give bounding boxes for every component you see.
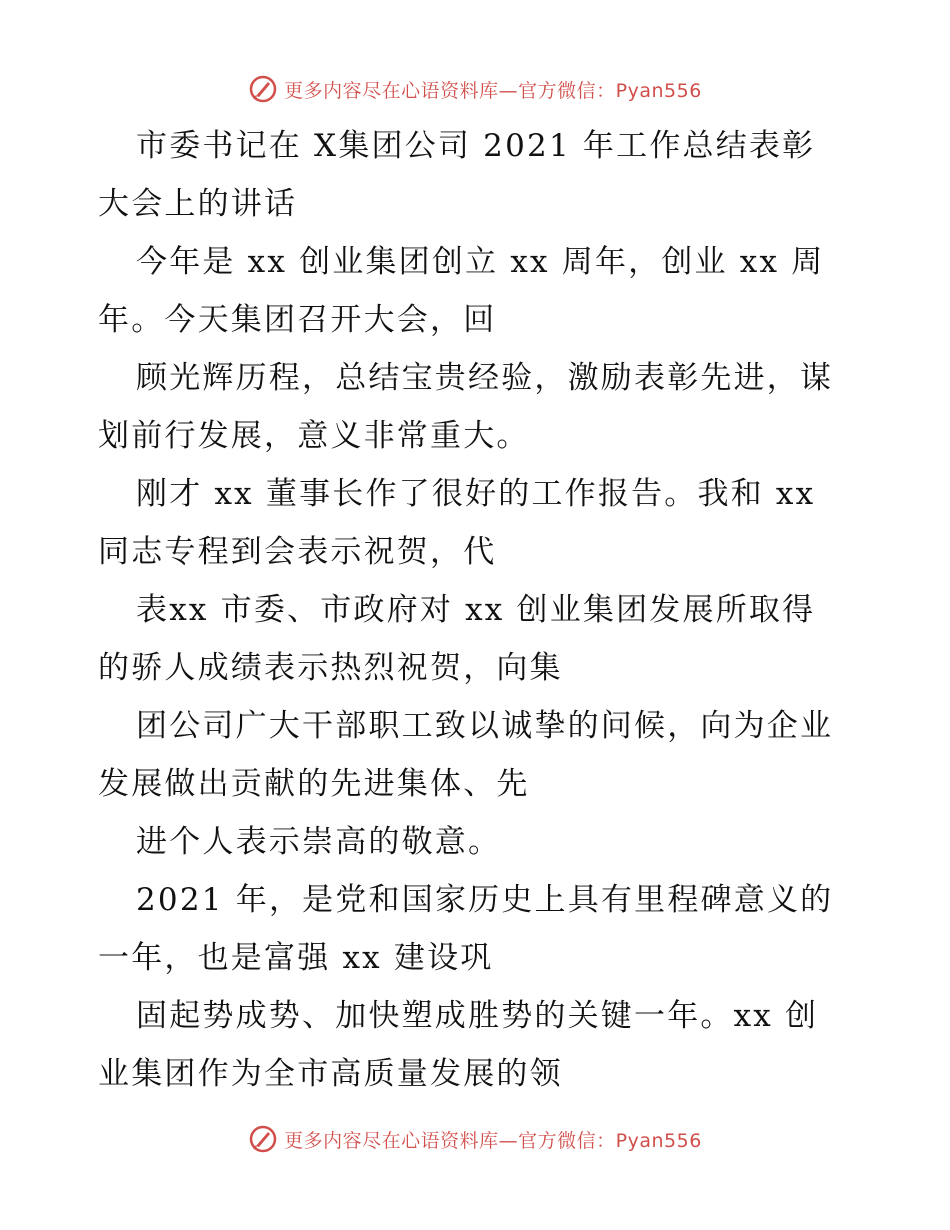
text-line: 划前行发展，意义非常重大。 (98, 418, 530, 454)
text-line: 市委书记在 X集团公司 2021 年工作总结表彰 (136, 128, 816, 164)
text-line: 表xx 市委、市政府对 xx 创业集团发展所取得 (136, 592, 816, 628)
text-line: 的骄人成绩表示热烈祝贺，向集 (98, 650, 563, 686)
text-line: 顾光辉历程，总结宝贵经验，激励表彰先进，谋 (136, 360, 834, 396)
text-line: 一年，也是富强 xx 建设巩 (98, 940, 494, 976)
quill-pen-icon (248, 74, 278, 104)
text-line: 刚才 xx 董事长作了很好的工作报告。我和 xx (136, 476, 816, 512)
text-line: 今年是 xx 创业集团创立 xx 周年，创业 xx 周 (136, 244, 825, 280)
text-line: 同志专程到会表示祝贺，代 (98, 534, 497, 570)
text-line: 团公司广大干部职工致以诚挚的问候，向为企业 (136, 708, 834, 744)
text-line: 进个人表示崇高的敬意。 (136, 824, 502, 860)
text-line: 年。今天集团召开大会，回 (98, 302, 497, 338)
text-line: 固起势成势、加快塑成胜势的关键一年。xx 创 (136, 998, 819, 1034)
watermark-footer (0, 1124, 950, 1154)
watermark-text: 更多内容尽在心语资料库—官方微信：Pyan556 (284, 79, 702, 102)
watermark-text: 更多内容尽在心语资料库—官方微信：Pyan556 (284, 1129, 702, 1152)
text-line: 2021 年，是党和国家历史上具有里程碑意义的 (136, 882, 834, 918)
watermark-header (0, 74, 950, 104)
text-line: 业集团作为全市高质量发展的领 (98, 1056, 563, 1092)
quill-pen-icon (248, 1124, 278, 1154)
text-line: 大会上的讲话 (98, 186, 298, 222)
text-line: 发展做出贡献的先进集体、先 (98, 766, 530, 802)
